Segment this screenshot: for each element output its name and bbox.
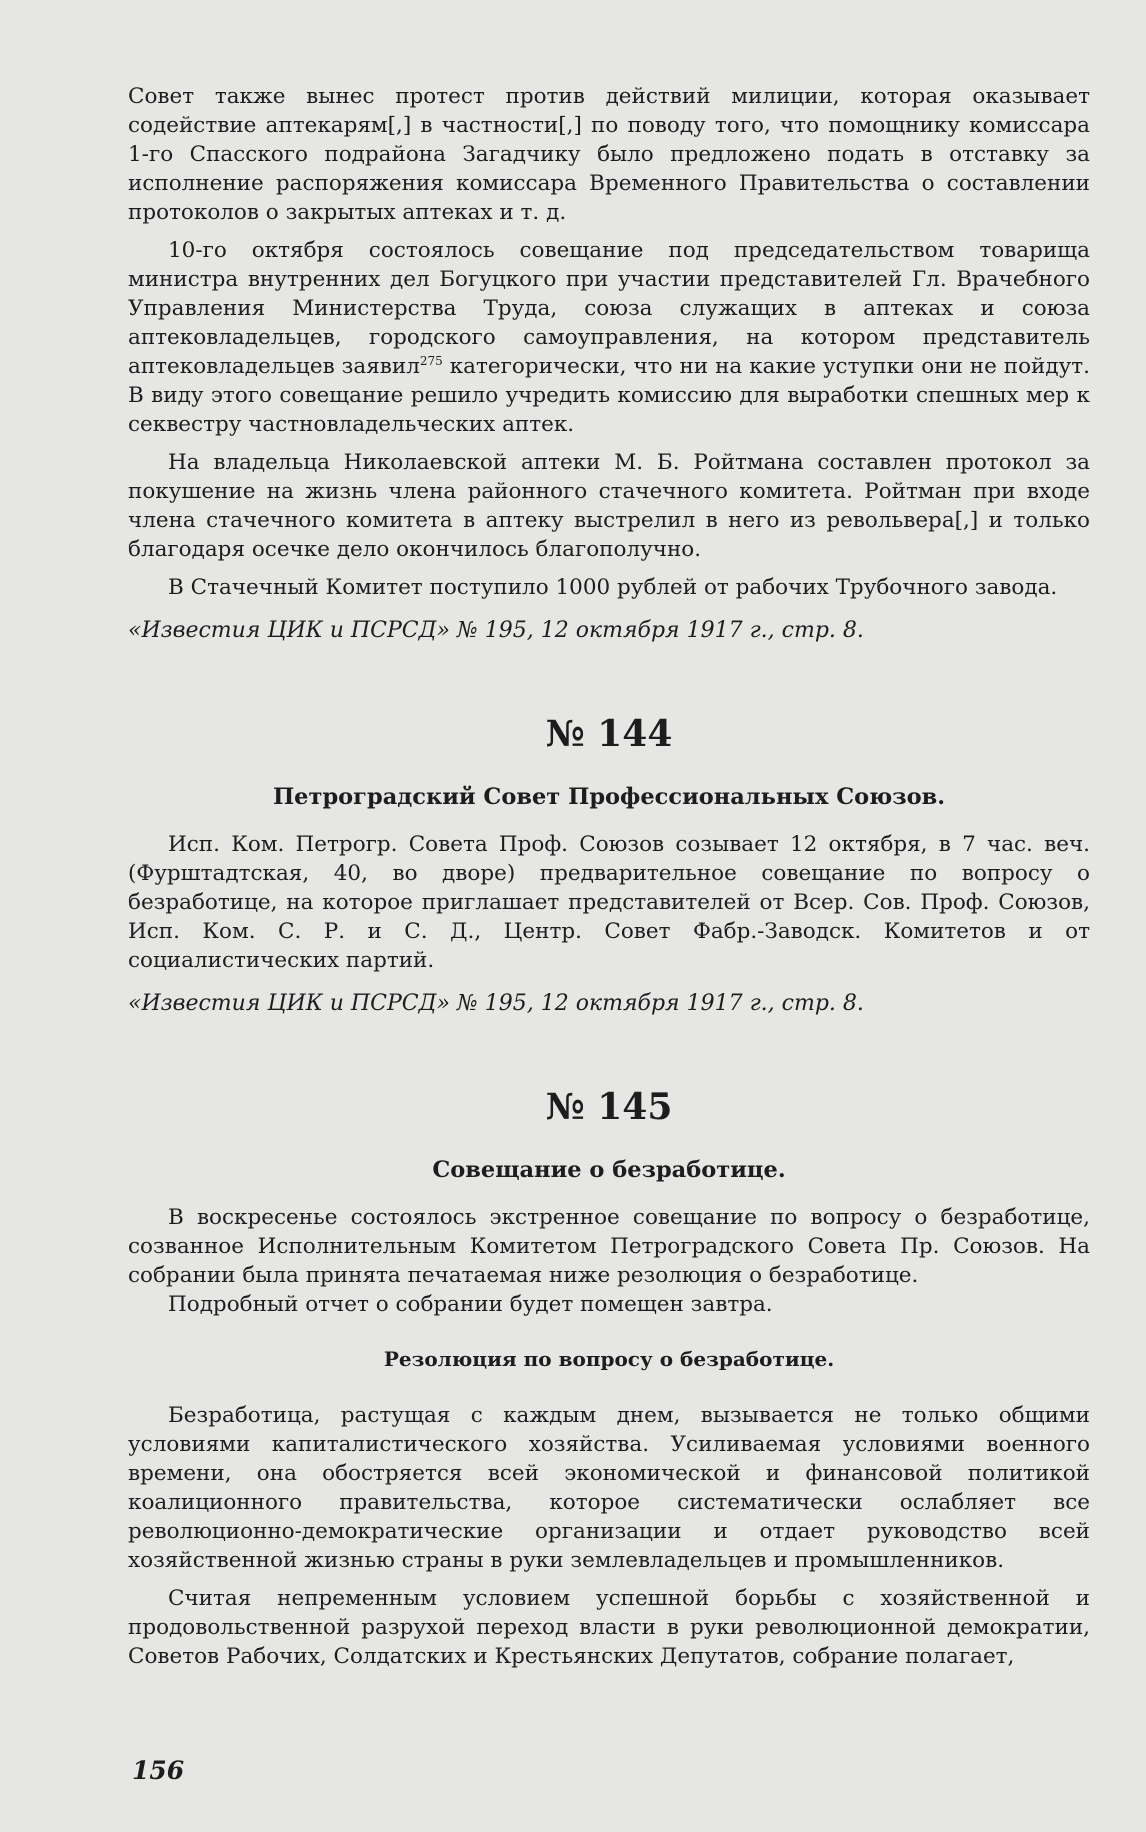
- resolution-title: Резолюция по вопросу о безработице.: [383, 1347, 835, 1371]
- paragraph-strike-donation: В Стачечный Комитет поступило 1000 рублей от рабочих Трубочного завода.: [168, 575, 1058, 600]
- document-number-144: № 144: [545, 713, 673, 755]
- paragraph-145-body: В воскресенье состоялось экстренное совещание по вопросу о безработице, созванное Исполнительным Комитетом Петроградского Совета Пр. Союзов. На собрании была принята печатаемая ниже резолюция о безработице.: [128, 1205, 1090, 1288]
- source-citation-143: «Известия ЦИК и ПСРСД» № 195, 12 октября 1917 г., стр. 8.: [128, 618, 864, 643]
- document-title-144: Петроградский Совет Профессиональных Союзов.: [272, 784, 946, 810]
- meeting-text-after: категорически, что ни на какие уступки они не пойдут. В виду этого совещание решило учредить комиссию для выработки спешных мер к секвестру частновладельческих аптек.: [128, 354, 1090, 437]
- paragraph-145-report: Подробный отчет о собрании будет помещен завтра.: [168, 1292, 773, 1317]
- meeting-text-before: 10-го октября состоялось совещание под председательством товарища министра внутренних дел Богуцкого при участии представителей Гл. Врачебного Управления Министерства Труда, союза служащих в аптеках и союза аптековладельцев, городского самоуправления, на котором представитель аптековладельцев заявил: [128, 238, 1090, 379]
- paragraph-resolution-2: Считая непременным условием успешной борьбы с хозяйственной и продовольственной разрухой переход власти в руки революционной демократии, Советов Рабочих, Солдатских и Крестьянских Депутатов, собрание полагает,: [128, 1586, 1090, 1669]
- paragraph-meeting-oct10: [128, 236, 1090, 439]
- footnote-marker[interactable]: 275: [419, 353, 443, 368]
- document-number-145: № 145: [545, 1086, 673, 1128]
- paragraph-resolution-1: Безработица, растущая с каждым днем, вызывается не только общими условиями капиталистического хозяйства. Усиливаемая условиями военного времени, она обостряется всей экономической и финансовой политикой коалиционного правительства, которое систематически ослабляет все революционно-демократические организации и отдает руководство всей хозяйственной жизнью страны в руки землевладельцев и промышленников.: [128, 1403, 1090, 1573]
- source-citation-144: «Известия ЦИК и ПСРСД» № 195, 12 октября 1917 г., стр. 8.: [128, 991, 864, 1016]
- text-column: [128, 82, 1090, 1671]
- paragraph-roitman-protocol: На владельца Николаевской аптеки М. Б. Ройтмана составлен протокол за покушение на жизнь члена районного стачечного комитета. Ройтман при входе члена стачечного комитета в аптеку выстрелил в него из револьвера[,] и только благодаря осечке дело окончилось благополучно.: [128, 450, 1090, 562]
- paragraph-144-body: Исп. Ком. Петрогр. Совета Проф. Союзов созывает 12 октября, в 7 час. веч. (Фурштадтская, 40, во дворе) предварительное совещание по вопросу о безработице, на которое приглашает представителей от Всер. Сов. Проф. Союзов, Исп. Ком. С. Р. и С. Д., Центр. Совет Фабр.-Заводск. Комитетов и от социалистических партий.: [128, 832, 1090, 973]
- page-number: 156: [132, 1756, 185, 1785]
- document-title-145: Совещание о безработице.: [432, 1157, 786, 1183]
- paragraph-council-protest: Совет также вынес протест против действий милиции, которая оказывает содействие аптекарям[,] в частности[,] по поводу того, что помощнику комиссара 1-го Спасского подрайона Загадчику было предложено подать в отставку за исполнение распоряжения комиссара Временного Правительства о составлении протоколов о закрытых аптеках и т. д.: [128, 84, 1090, 225]
